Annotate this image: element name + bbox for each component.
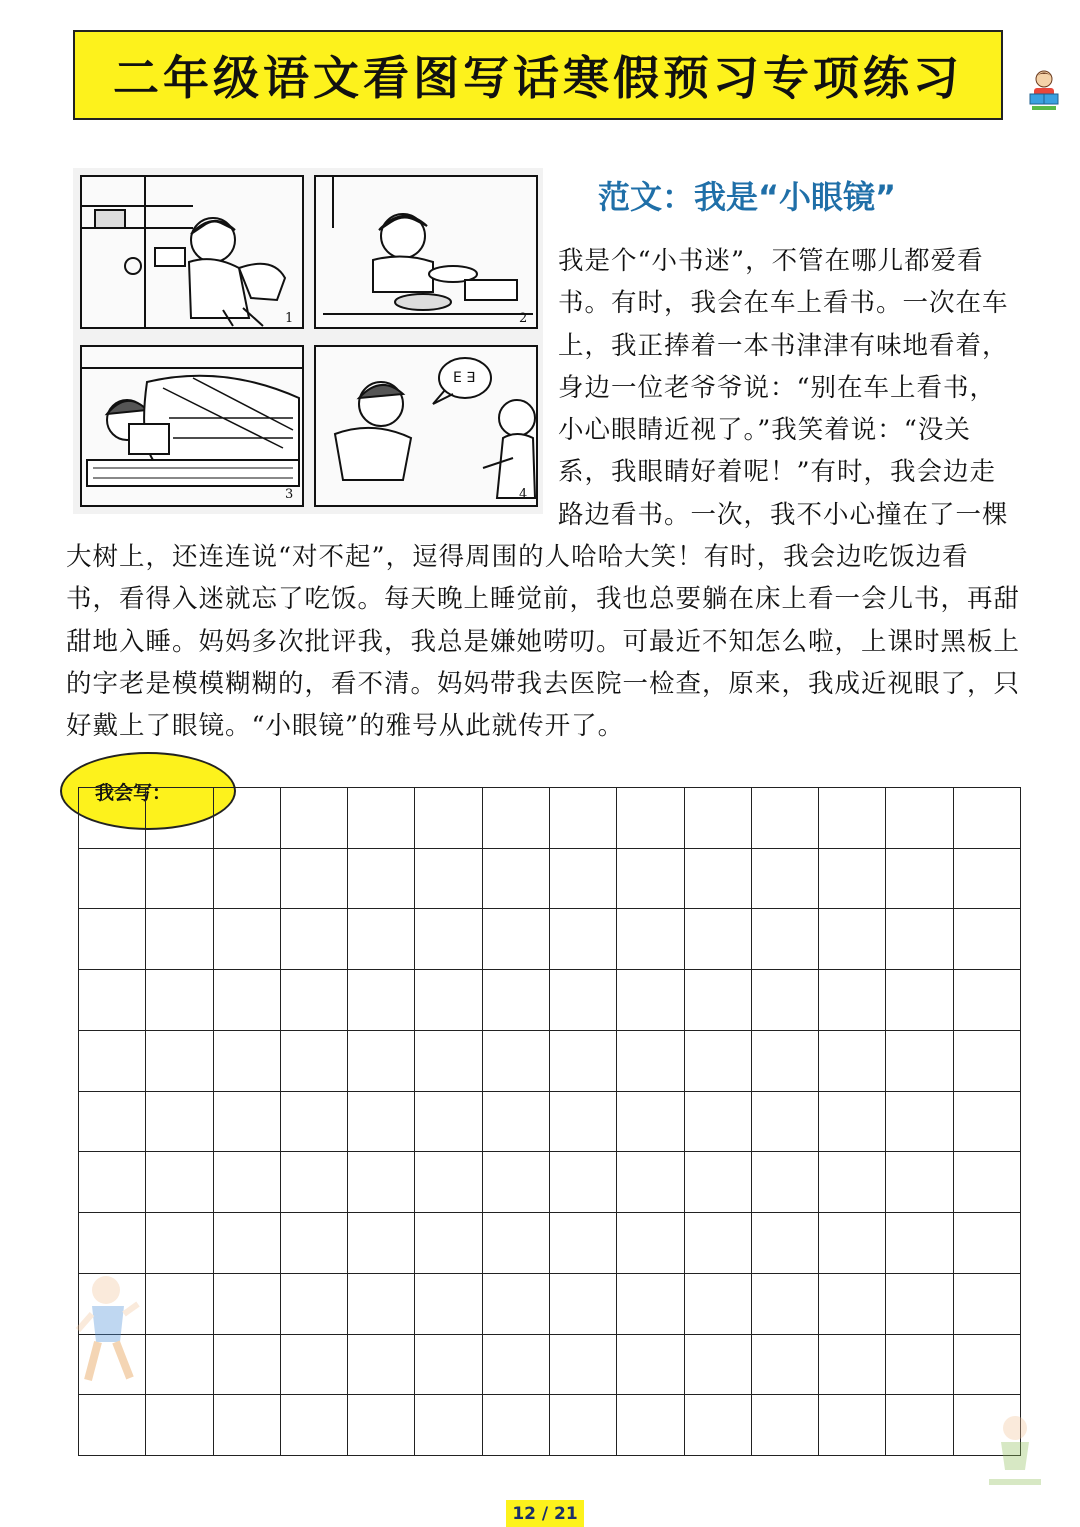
grid-cell[interactable] — [281, 1031, 348, 1092]
running-kid-icon — [74, 1270, 144, 1390]
grid-cell[interactable] — [954, 1213, 1021, 1274]
grid-cell[interactable] — [79, 1092, 146, 1153]
grid-cell[interactable] — [483, 849, 550, 910]
grid-cell[interactable] — [146, 788, 213, 849]
grid-cell[interactable] — [685, 1152, 752, 1213]
grid-cell[interactable] — [214, 909, 281, 970]
grid-cell[interactable] — [752, 1274, 819, 1335]
writing-grid[interactable] — [78, 787, 1021, 1456]
grid-cell[interactable] — [483, 1274, 550, 1335]
grid-cell[interactable] — [954, 849, 1021, 910]
grid-cell[interactable] — [685, 1335, 752, 1396]
grid-cell[interactable] — [348, 788, 415, 849]
grid-cell[interactable] — [819, 1152, 886, 1213]
grid-cell[interactable] — [348, 1031, 415, 1092]
grid-cell[interactable] — [752, 849, 819, 910]
grid-cell[interactable] — [819, 1395, 886, 1456]
grid-cell[interactable] — [348, 970, 415, 1031]
grid-cell[interactable] — [214, 1092, 281, 1153]
grid-cell[interactable] — [348, 1274, 415, 1335]
grid-cell[interactable] — [954, 909, 1021, 970]
grid-cell[interactable] — [146, 1213, 213, 1274]
grid-cell[interactable] — [79, 1031, 146, 1092]
grid-cell[interactable] — [146, 1274, 213, 1335]
grid-cell[interactable] — [954, 788, 1021, 849]
grid-cell[interactable] — [281, 970, 348, 1031]
grid-cell[interactable] — [752, 970, 819, 1031]
grid-cell[interactable] — [281, 909, 348, 970]
grid-cell[interactable] — [281, 1152, 348, 1213]
grid-cell[interactable] — [348, 909, 415, 970]
grid-cell[interactable] — [281, 1274, 348, 1335]
grid-cell[interactable] — [752, 1213, 819, 1274]
grid-cell[interactable] — [819, 1335, 886, 1396]
grid-cell[interactable] — [348, 1335, 415, 1396]
grid-cell[interactable] — [685, 1092, 752, 1153]
grid-cell[interactable] — [79, 1213, 146, 1274]
grid-cell[interactable] — [281, 788, 348, 849]
grid-cell[interactable] — [79, 1152, 146, 1213]
grid-cell[interactable] — [214, 788, 281, 849]
grid-cell[interactable] — [550, 1092, 617, 1153]
grid-cell[interactable] — [685, 1395, 752, 1456]
grid-cell[interactable] — [886, 909, 953, 970]
grid-cell[interactable] — [214, 1335, 281, 1396]
grid-cell[interactable] — [617, 1031, 684, 1092]
grid-cell[interactable] — [146, 1335, 213, 1396]
grid-cell[interactable] — [79, 788, 146, 849]
grid-cell[interactable] — [348, 1395, 415, 1456]
grid-cell[interactable] — [752, 1152, 819, 1213]
comic-panel-number: 1 — [285, 311, 294, 326]
grid-cell[interactable] — [550, 1395, 617, 1456]
grid-cell[interactable] — [886, 1031, 953, 1092]
grid-cell[interactable] — [415, 1395, 482, 1456]
grid-cell[interactable] — [146, 1152, 213, 1213]
essay-text: 我是个“小书迷”，不管在哪儿都爱看书。有时，我会在车上看书。一次在车上，我正捧着一本书津津有味地看着，身边一位老爷爷说：“别在车上看书，小心眼睛近视了。”我笑着说：“没关系，我眼睛好着呢！”有时，我会边走路边看书。一次，我不小心撞在了一棵大树上，还连连说“对不起”，逗得周围的人哈哈大笑！有时，我会边吃饭边看书，看得入迷就忘了吃饭。每天晚上睡觉前，我也总要躺在床上看一会儿书，再甜甜地入睡。妈妈多次批评我，我总是嫌她唠叨。可最近不知怎么啦，上课时黑板上的字老是模模糊糊的，看不清。妈妈带我去医院一检查，原来，我成近视眼了，只好戴上了眼镜。“小眼镜”的雅号从此就传开了。 — [66, 246, 1021, 742]
grid-cell[interactable] — [214, 1274, 281, 1335]
grid-cell[interactable] — [146, 849, 213, 910]
grid-cell[interactable] — [550, 788, 617, 849]
grid-cell[interactable] — [483, 1092, 550, 1153]
grid-cell[interactable] — [415, 1031, 482, 1092]
grid-cell[interactable] — [550, 1031, 617, 1092]
writing-label: 我会写： — [94, 781, 171, 804]
grid-cell[interactable] — [415, 1335, 482, 1396]
grid-cell[interactable] — [214, 1031, 281, 1092]
grid-cell[interactable] — [550, 1152, 617, 1213]
grid-cell[interactable] — [954, 970, 1021, 1031]
grid-cell[interactable] — [550, 1213, 617, 1274]
grid-cell[interactable] — [752, 1092, 819, 1153]
grid-cell[interactable] — [954, 1152, 1021, 1213]
grid-cell[interactable] — [752, 788, 819, 849]
grid-cell[interactable] — [819, 849, 886, 910]
grid-cell[interactable] — [281, 1213, 348, 1274]
grid-cell[interactable] — [685, 1213, 752, 1274]
grid-cell[interactable] — [752, 1395, 819, 1456]
grid-cell[interactable] — [214, 1152, 281, 1213]
grid-cell[interactable] — [415, 1274, 482, 1335]
grid-cell[interactable] — [617, 1152, 684, 1213]
grid-cell[interactable] — [348, 1092, 415, 1153]
grid-cell[interactable] — [617, 1335, 684, 1396]
grid-cell[interactable] — [819, 909, 886, 970]
grid-cell[interactable] — [752, 1335, 819, 1396]
grid-cell[interactable] — [146, 1092, 213, 1153]
grid-cell[interactable] — [483, 1152, 550, 1213]
grid-cell[interactable] — [886, 849, 953, 910]
grid-cell[interactable] — [752, 1031, 819, 1092]
grid-cell[interactable] — [954, 1092, 1021, 1153]
grid-cell[interactable] — [415, 909, 482, 970]
grid-cell[interactable] — [146, 1031, 213, 1092]
grid-cell[interactable] — [281, 1335, 348, 1396]
grid-cell[interactable] — [685, 1031, 752, 1092]
grid-cell[interactable] — [954, 1274, 1021, 1335]
grid-cell[interactable] — [550, 1335, 617, 1396]
grid-cell[interactable] — [685, 909, 752, 970]
grid-cell[interactable] — [483, 970, 550, 1031]
grid-cell[interactable] — [483, 1213, 550, 1274]
grid-cell[interactable] — [79, 849, 146, 910]
grid-cell[interactable] — [886, 1213, 953, 1274]
grid-cell[interactable] — [617, 1274, 684, 1335]
grid-cell[interactable] — [415, 1213, 482, 1274]
grid-cell[interactable] — [617, 909, 684, 970]
grid-cell[interactable] — [819, 1031, 886, 1092]
grid-cell[interactable] — [348, 849, 415, 910]
grid-cell[interactable] — [954, 1031, 1021, 1092]
grid-cell[interactable] — [819, 788, 886, 849]
page-number: 12 / 21 — [506, 1500, 584, 1527]
grid-cell[interactable] — [617, 849, 684, 910]
grid-cell[interactable] — [348, 1213, 415, 1274]
grid-cell[interactable] — [146, 1395, 213, 1456]
grid-cell[interactable] — [617, 788, 684, 849]
grid-cell[interactable] — [415, 849, 482, 910]
comic-panel-number: 4 — [519, 487, 528, 502]
grid-cell[interactable] — [348, 1152, 415, 1213]
grid-cell[interactable] — [281, 1395, 348, 1456]
grid-cell[interactable] — [752, 909, 819, 970]
grid-cell[interactable] — [146, 909, 213, 970]
grid-cell[interactable] — [886, 1152, 953, 1213]
grid-cell[interactable] — [550, 970, 617, 1031]
grid-cell[interactable] — [483, 1395, 550, 1456]
grid-cell[interactable] — [214, 1213, 281, 1274]
grid-cell[interactable] — [886, 1092, 953, 1153]
grid-cell[interactable] — [886, 970, 953, 1031]
essay-title: 范文：我是“小眼镜” — [598, 178, 897, 216]
grid-cell[interactable] — [550, 1274, 617, 1335]
grid-cell[interactable] — [819, 970, 886, 1031]
grid-cell[interactable] — [214, 970, 281, 1031]
thought-bubble-text: E ∃ — [453, 370, 476, 386]
grid-cell[interactable] — [550, 849, 617, 910]
grid-cell[interactable] — [79, 1395, 146, 1456]
grid-cell[interactable] — [483, 1335, 550, 1396]
page-title: 二年级语文看图写话寒假预习专项练习 — [113, 51, 963, 105]
grid-cell[interactable] — [214, 1395, 281, 1456]
grid-cell[interactable] — [954, 1335, 1021, 1396]
reading-kid-icon — [1026, 68, 1062, 112]
grid-cell[interactable] — [483, 1031, 550, 1092]
grid-cell[interactable] — [146, 970, 213, 1031]
grid-cell[interactable] — [617, 1395, 684, 1456]
grid-cell[interactable] — [685, 788, 752, 849]
comic-panel-number: 3 — [285, 487, 294, 502]
grid-cell[interactable] — [79, 909, 146, 970]
grid-cell[interactable] — [79, 970, 146, 1031]
grid-cell[interactable] — [819, 1213, 886, 1274]
grid-cell[interactable] — [281, 1092, 348, 1153]
comic-wrap-spacer — [66, 240, 558, 536]
grid-cell[interactable] — [415, 970, 482, 1031]
grid-cell[interactable] — [483, 788, 550, 849]
title-banner — [73, 30, 1003, 120]
grid-cell[interactable] — [819, 1274, 886, 1335]
grid-cell[interactable] — [886, 1274, 953, 1335]
comic-panel-number: 2 — [519, 311, 528, 326]
grid-cell[interactable] — [617, 970, 684, 1031]
grid-cell[interactable] — [886, 788, 953, 849]
grid-cell[interactable] — [617, 1092, 684, 1153]
grid-cell[interactable] — [819, 1092, 886, 1153]
grid-cell[interactable] — [214, 849, 281, 910]
grid-cell[interactable] — [415, 1152, 482, 1213]
grid-cell[interactable] — [483, 909, 550, 970]
kid-figure-icon — [985, 1410, 1045, 1490]
grid-cell[interactable] — [685, 1274, 752, 1335]
grid-cell[interactable] — [550, 909, 617, 970]
grid-cell[interactable] — [415, 788, 482, 849]
grid-cell[interactable] — [886, 1335, 953, 1396]
essay-body — [66, 240, 1021, 748]
grid-cell[interactable] — [415, 1092, 482, 1153]
grid-cell[interactable] — [617, 1213, 684, 1274]
grid-cell[interactable] — [281, 849, 348, 910]
grid-cell[interactable] — [685, 970, 752, 1031]
grid-cell[interactable] — [685, 849, 752, 910]
grid-cell[interactable] — [886, 1395, 953, 1456]
